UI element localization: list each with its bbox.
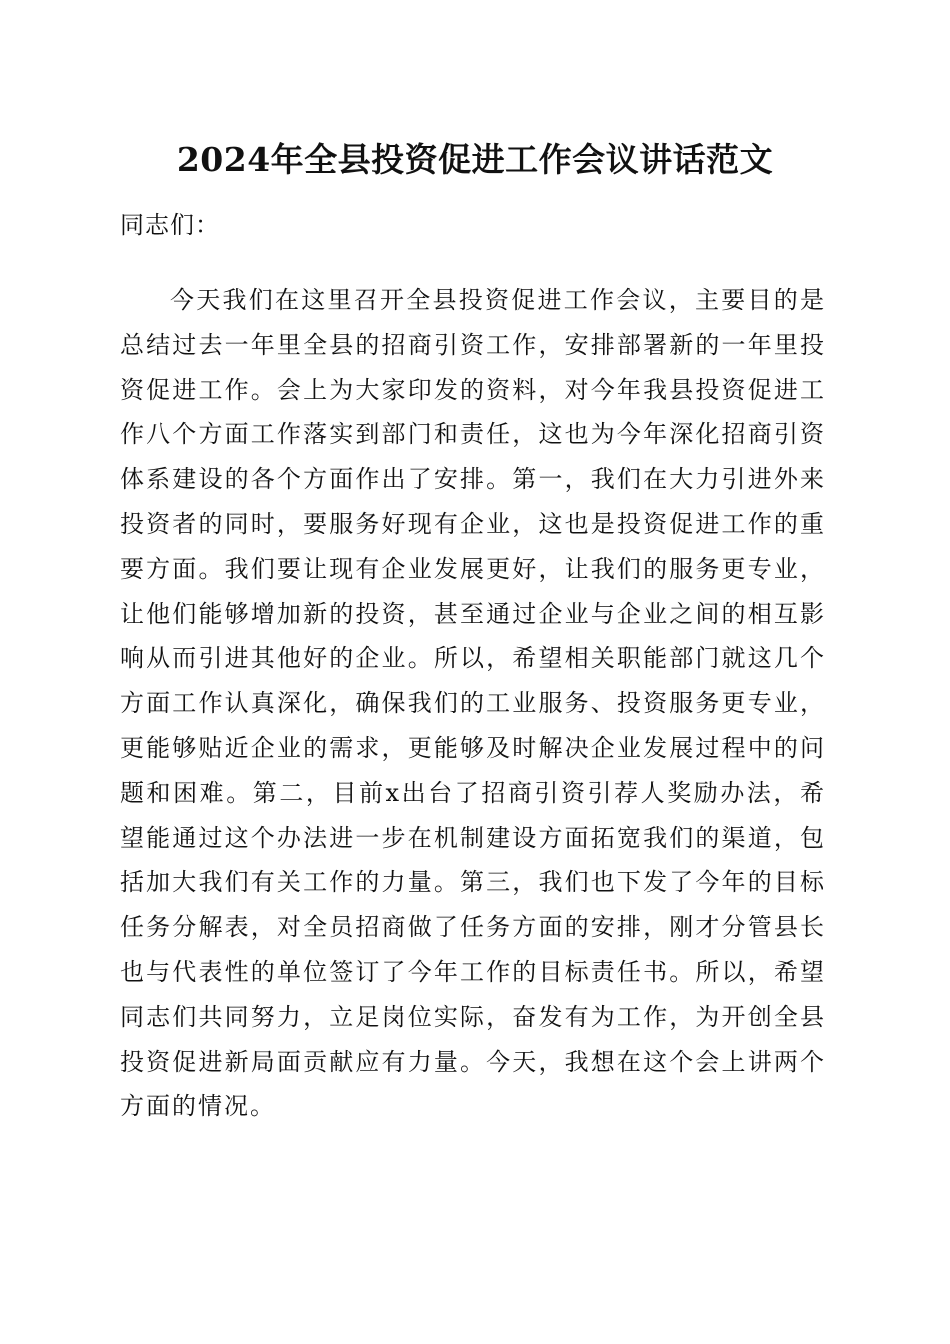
salutation: 同志们： xyxy=(120,211,220,239)
body-paragraph: 今天我们在这里召开全县投资促进工作会议，主要目的是总结过去一年里全县的招商引资工作，安排部署新的一年里投资促进工作。会上为大家印发的资料，对今年我县投资促进工作八个方面工作落实到部门和责任，这也为今年深化招商引资体系建设的各个方面作出了安排。第一，我们在大力引进外来投资者的同时，要服务好现有企业，这也是投资促进工作的重要方面。我们要让现有企业发展更好，让我们的服务更专业，让他们能够增加新的投资，甚至通过企业与企业之间的相互影响从而引进其他好的企业。所以，希望相关职能部门就这几个方面工作认真深化，确保我们的工业服务、投资服务更专业，更能够贴近企业的需求，更能够及时解决企业发展过程中的问题和困难。第二，目前x出台了招商引资引荐人奖励办法，希望能通过这个办法进一步在机制建设方面拓宽我们的渠道，包括加大我们有关工作的力量。第三，我们也下发了今年的目标任务分解表，对全员招商做了任务方面的安排，刚才分管县长也与代表性的单位签订了今年工作的目标责任书。所以，希望同志们共同努力，立足岗位实际，奋发有为工作，为开创全县投资促进新局面贡献应有力量。今天，我想在这个会上讲两个方面的情况。 xyxy=(120,286,826,1121)
document-title: 2024年全县投资促进工作会议讲话范文 xyxy=(176,140,774,179)
